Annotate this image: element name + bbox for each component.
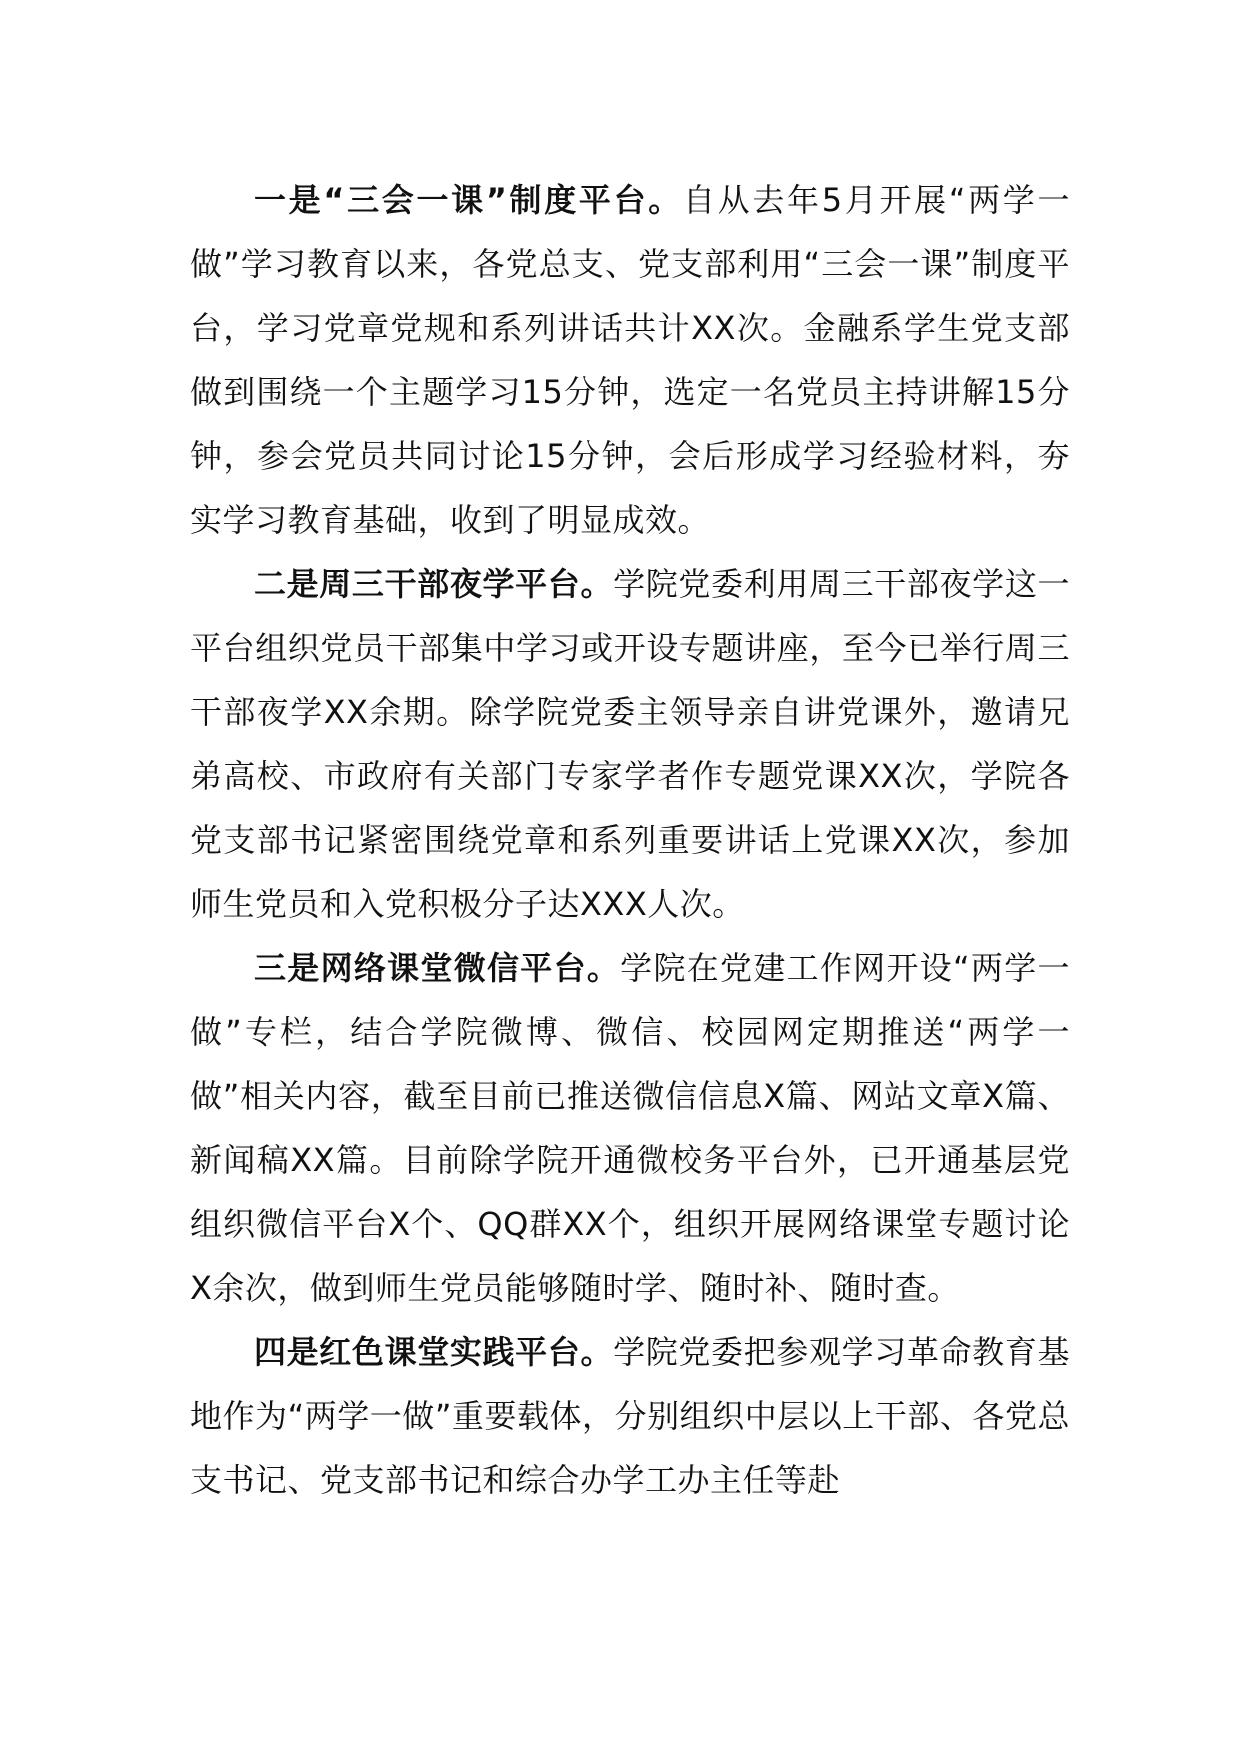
paragraph-heading: 二是周三干部夜学平台。 xyxy=(254,565,614,603)
paragraph-heading: 一是“三会一课”制度平台。 xyxy=(254,181,683,219)
paragraph-wednesday-night-study xyxy=(190,552,1070,936)
paragraph-red-classroom xyxy=(190,1320,1070,1512)
paragraph-text: 学院在党建工作网开设“两学一做”专栏，结合学院微博、微信、校园网定期推送“两学一做”相关内容，截至目前已推送微信信息X篇、网站文章X篇、新闻稿XX篇。目前除学院开通微校务平台外，已开通基层党组织微信平台X个、QQ群XX个，组织开展网络课堂专题讨论X余次，做到师生党员能够随时学、随时补、随时查。 xyxy=(190,949,1070,1307)
document-body xyxy=(190,168,1070,1512)
paragraph-text: 学院党委把参观学习革命教育基地作为“两学一做”重要载体，分别组织中层以上干部、各党总支书记、党支部书记和综合办学工办主任等赴 xyxy=(190,1333,1070,1499)
paragraph-sanhui-yike xyxy=(190,168,1070,552)
paragraph-text: 自从去年5月开展“两学一做”学习教育以来，各党总支、党支部利用“三会一课”制度平台，学习党章党规和系列讲话共计XX次。金融系学生党支部做到围绕一个主题学习15分钟，选定一名党员主持讲解15分钟，参会党员共同讨论15分钟，会后形成学习经验材料，夯实学习教育基础，收到了明显成效。 xyxy=(190,181,1070,539)
paragraph-heading: 四是红色课堂实践平台。 xyxy=(254,1333,614,1371)
paragraph-online-wechat xyxy=(190,936,1070,1320)
paragraph-heading: 三是网络课堂微信平台。 xyxy=(254,949,621,987)
paragraph-text: 学院党委利用周三干部夜学这一平台组织党员干部集中学习或开设专题讲座，至今已举行周三干部夜学XX余期。除学院党委主领导亲自讲党课外，邀请兄弟高校、市政府有关部门专家学者作专题党课XX次，学院各党支部书记紧密围绕党章和系列重要讲话上党课XX次，参加师生党员和入党积极分子达XXX人次。 xyxy=(190,565,1070,923)
